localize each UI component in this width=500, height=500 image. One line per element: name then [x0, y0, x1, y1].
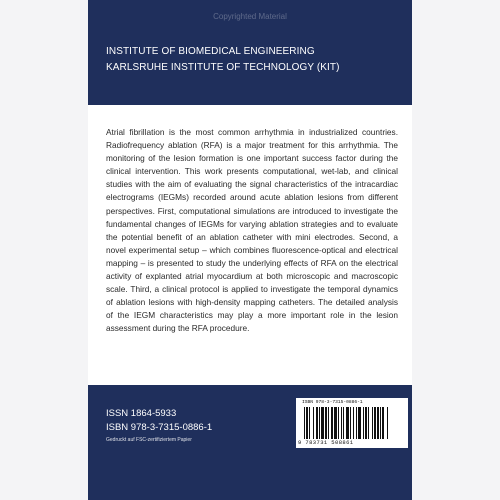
barcode-label — [296, 398, 408, 448]
institute-name: INSTITUTE OF BIOMEDICAL ENGINEERING — [106, 46, 315, 57]
barcode-icon — [302, 407, 402, 439]
university-name: KARLSRUHE INSTITUTE OF TECHNOLOGY (KIT) — [106, 62, 340, 73]
copyright-watermark: Copyrighted Material — [213, 12, 287, 21]
identifiers — [106, 407, 212, 435]
institute-header — [106, 44, 340, 76]
issn-number: ISSN 1864-5933 — [106, 408, 177, 419]
abstract-text: Atrial fibrillation is the most common arrhythmia in industrialized countries. Radiofrequency ablation (RFA) is a major treatment for this arrhythmia. The monitoring of the lesion formation is one important success factor during the clinical intervention. This work presents computational, wet-lab, and clinical studies with the aim of evaluating the signal characteristics of the intracardiac electrograms (IEGMs) recorded around acute ablation lesions from different perspectives. First, computational simulations are introduced to investigate the fundamental changes of IEGMs for varying ablation strategies and to evaluate the potential benefit of an ablation catheter with mini electrodes. Second, a novel experimental setup – which combines fluorescence-optical and electrical mapping – is presented to study the underlying effects of RFA on the electrical activity of explanted atrial myocardium at both microscopic and macroscopic scale. Third, a clinical protocol is applied to investigate the temporal dynamics of ablation lesions with high-density mapping catheters. The detailed analysis of the IEGM characteristics may play a more important role in the lesion assessment during the RFA procedure. — [106, 127, 398, 334]
barcode-isbn-text: ISBN 978-3-7315-0886-1 — [302, 400, 363, 405]
printing-note: Gedruckt auf FSC-zertifiziertem Papier — [106, 437, 192, 443]
isbn-number: ISBN 978-3-7315-0886-1 — [106, 422, 213, 433]
barcode-digits: 9 783731 508861 — [298, 439, 354, 446]
book-back-cover — [88, 0, 412, 500]
abstract-panel — [88, 105, 412, 385]
